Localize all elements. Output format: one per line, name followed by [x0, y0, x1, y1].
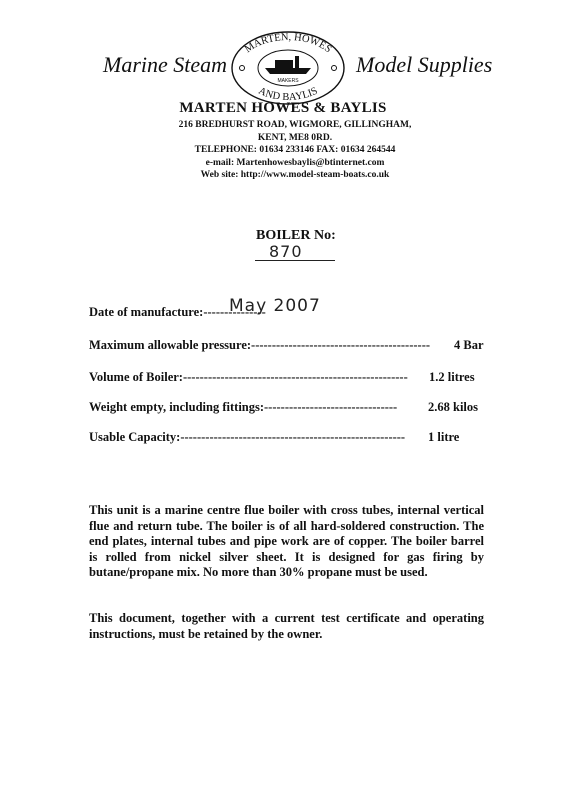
capacity-row	[89, 430, 460, 445]
volume-row	[89, 370, 475, 385]
address-line: 216 BREDHURST ROAD, WIGMORE, GILLINGHAM,	[178, 120, 412, 130]
boiler-number-value: 870	[269, 242, 303, 261]
logo-center-text: MAKERS	[277, 78, 299, 84]
description-paragraph: This unit is a marine centre flue boiler with cross tubes, internal vertical flue and return tube. The boiler is of all hard-soldered construction. The end plates, internal tubes and pipe work are of copper. The boiler barrel is rolled from nickel silver sheet. It is designed for gas firing by butane/propane mix. No more than 30% propane must be used.	[89, 503, 484, 579]
pressure-label: Maximum allowable pressure:-------------------------------------------	[89, 338, 431, 352]
steam-boat-icon	[229, 30, 347, 106]
volume-label: Volume of Boiler:------------------------------------------------------	[89, 370, 408, 384]
company-logo	[229, 30, 347, 106]
capacity-label: Usable Capacity:------------------------------------------------------	[89, 430, 406, 444]
pressure-row	[89, 338, 484, 353]
pressure-value: 4 Bar	[454, 338, 484, 352]
capacity-value: 1 litre	[428, 430, 460, 444]
volume-value: 1.2 litres	[429, 370, 475, 384]
weight-value: 2.68 kilos	[428, 400, 479, 414]
svg-text:MARTEN, HOWES	[243, 32, 334, 56]
logo-bottom-text: AND BAYLIS	[256, 85, 320, 104]
address-line: e-mail: Martenhowesbaylis@btinternet.com	[205, 157, 385, 168]
address-line: KENT, ME8 0RD.	[257, 132, 333, 143]
company-address	[150, 119, 440, 182]
brand-left-text: Marine Steam	[103, 52, 228, 77]
brand-right-text: Model Supplies	[356, 52, 493, 77]
retention-notice-paragraph: This document, together with a current test certificate and operating instructions, must be retained by the owner.	[89, 611, 484, 641]
company-name: MARTEN HOWES & BAYLIS	[179, 100, 387, 116]
boiler-number-underline	[255, 260, 335, 261]
boiler-number-label: BOILER No:	[256, 228, 336, 243]
weight-label: Weight empty, including fittings:--------------------------------	[89, 400, 398, 414]
logo-top-text: MARTEN, HOWES	[242, 31, 334, 56]
boiler-number-field	[255, 243, 335, 263]
address-line: Web site: http://www.model-steam-boats.co.uk	[200, 170, 390, 180]
date-of-manufacture-label: Date of manufacture:---------------	[89, 305, 266, 319]
weight-row	[89, 400, 479, 415]
address-line: TELEPHONE: 01634 233146 FAX: 01634 264544	[194, 145, 396, 155]
date-of-manufacture-value: May 2007	[229, 296, 321, 316]
